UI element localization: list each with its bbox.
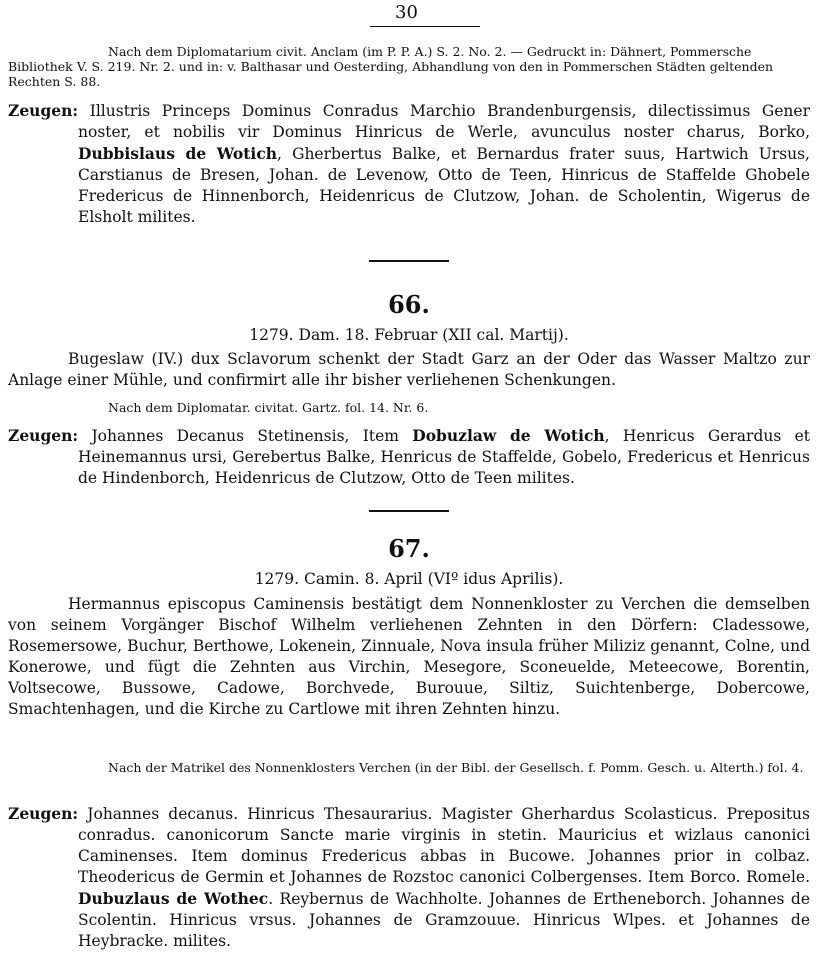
doc66-number: 66. <box>388 290 430 319</box>
doc65-witness-label: Zeugen: <box>8 101 79 120</box>
doc66-summary: Bugeslaw (IV.) dux Sclavorum schenkt der Stadt Garz an der Oder das Wasser Maltzo zur Anlage einer Mühle, und confirmirt alle ihr bisher verliehenen Schenkungen. <box>8 350 810 389</box>
doc65-source-note: Nach dem Diplomatarium civit. Anclam (im P. P. A.) S. 2. No. 2. — Gedruckt in: Dähnert, Pommersche Bibliothek V. S. 219. Nr. 2. und in: v. Balthasar und Oesterding, Abhandlung von den in Pommerschen Städten geltenden Rechten S. 88. <box>8 44 774 89</box>
doc66-witness-bold: Dobuzlaw de Wotich <box>412 426 605 445</box>
separator-rule-2 <box>369 510 449 512</box>
doc66-source-note: Nach dem Diplomatar. civitat. Gartz. fol. 14. Nr. 6. <box>108 400 429 415</box>
doc65-witness-bold: Dubbislaus de Wotich <box>78 144 278 163</box>
doc65-witnesses <box>8 100 810 228</box>
doc67-witnesses <box>8 803 810 952</box>
doc67-source-note: Nach der Matrikel des Nonnenklosters Verchen (in der Bibl. der Gesellsch. f. Pomm. Gesch. u. Alterth.) fol. 4. <box>108 760 804 775</box>
doc67-witness-text-2: . Reybernus de Wachholte. Johannes de Ertheneborch. Johannes de Scolentin. Hinricus vrsus. Johannes de Gramzouue. Hinricus Wlpes. et Johannes de Heybracke. milites. <box>78 890 810 950</box>
doc66-witness-text-1: Johannes Decanus Stetinensis, Item <box>91 427 413 445</box>
doc67-number: 67. <box>388 534 430 563</box>
doc66-witnesses <box>8 425 810 489</box>
doc65-witness-text-2: , Gherbertus Balke, et Bernardus frater suus, Hartwich Ursus, Carstianus de Bresen, Johan. de Levenow, Otto de Teen, Hinricus de Staffelde Ghobele Fredericus de Hinnenborch, Heidenricus de Clutzow, Johan. de Scholentin, Wigerus de Elsholt milites. <box>78 145 810 226</box>
doc65-witness-text-1: Illustris Princeps Dominus Conradus Marchio Brandenburgensis, dilectissimus Gener noster, et nobilis vir Dominus Hinricus de Werle, avunculus noster charus, Borko, <box>78 102 810 141</box>
page-number-rule <box>370 26 480 27</box>
page-number: 30 <box>395 2 418 23</box>
doc67-summary: Hermannus episcopus Caminensis bestätigt dem Nonnenkloster zu Verchen die demselben von seinem Vorgänger Bischof Wilhelm verliehenen Zehnten in den Dörfern: Cladessowe, Rosemersowe, Buchur, Berthowe, Lokenein, Zinnuale, Nova insula früher Miliziz genannt, Colne, und Konerowe, und fügt die Zehnten aus Virchin, Mesegore, Sconeuelde, Meteecowe, Borentin, Voltsecowe, Bussowe, Cadowe, Borchvede, Burouue, Siltiz, Suichtenberge, Dobercowe, Smachtenhagen, und die Kirche zu Cartlowe mit ihren Zehnten hinzu. <box>8 595 810 718</box>
doc67-date: 1279. Camin. 8. April (VIº idus Aprilis). <box>254 570 564 588</box>
separator-rule <box>369 260 449 262</box>
doc67-witness-label: Zeugen: <box>8 804 79 823</box>
doc66-date: 1279. Dam. 18. Februar (XII cal. Martij). <box>249 326 569 344</box>
doc67-witness-bold: Dubuzlaus de Wothec <box>78 889 269 908</box>
doc66-witness-text-2: , Henricus Gerardus et Heinemannus ursi, Gerebertus Balke, Henricus de Staffelde, Gobelo, Fredericus et Henricus de Hindenborch, Heidenricus de Clutzow, Otto de Teen milites. <box>78 427 810 487</box>
doc67-witness-text-1: Johannes decanus. Hinricus Thesaurarius. Magister Gherhardus Scolasticus. Prepositus conradus. canonicorum Sancte marie virginis in stetin. Mauricius et wizlaus canonici Caminenses. Item dominus Fredericus abbas in Bucowe. Johannes prior in colbaz. Theodericus de Germin et Johannes de Rozstoc canonici Colbergenses. Item Borco. Romele. <box>78 805 810 886</box>
doc66-witness-label: Zeugen: <box>8 426 79 445</box>
